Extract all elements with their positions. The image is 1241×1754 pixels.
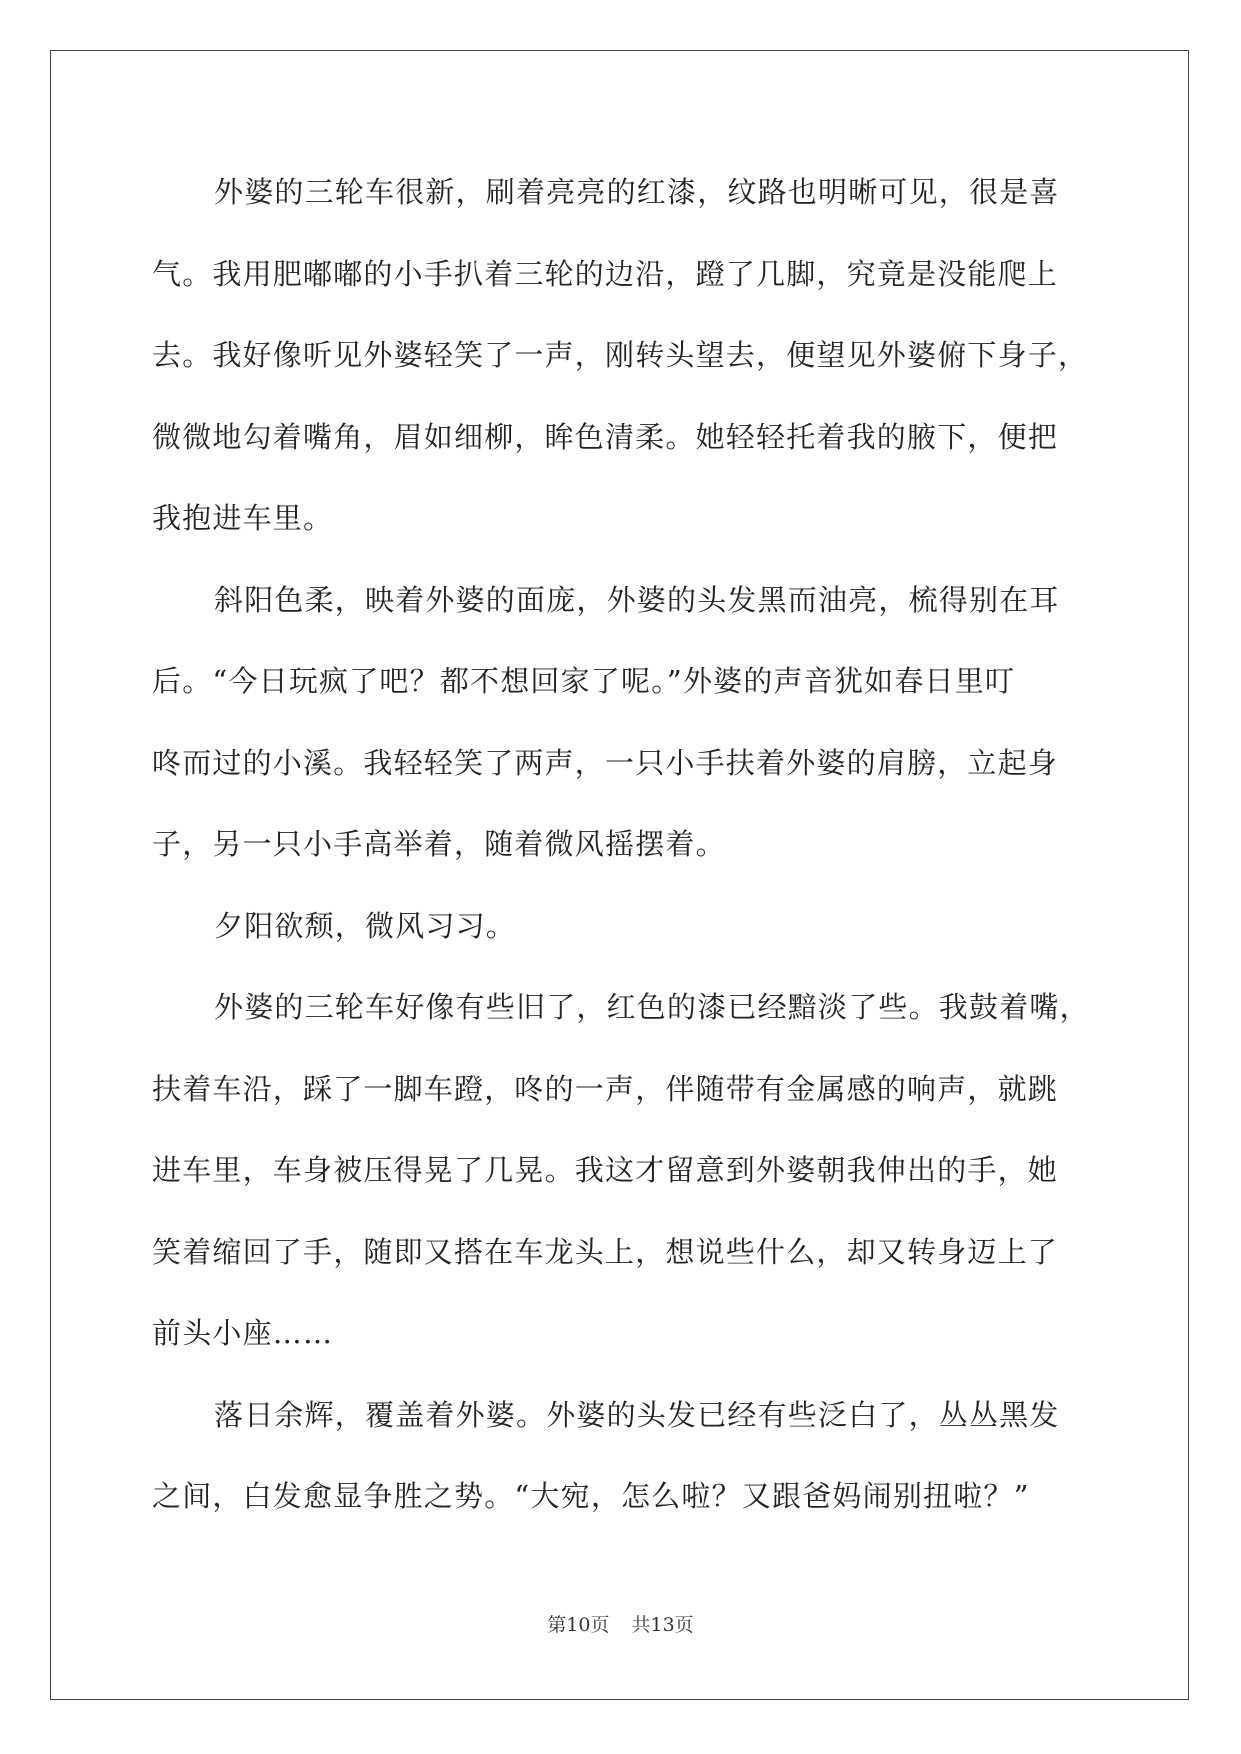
document-body	[152, 152, 1092, 1538]
text-line: 后。“今日玩疯了吧？都不想回家了呢。”外婆的声音犹如春日里叮	[152, 664, 1016, 698]
text-line: 我抱进车里。	[152, 501, 334, 535]
total-page-count: 共13页	[631, 1614, 694, 1636]
text-line: 夕阳欲颓，微风习习。	[214, 908, 517, 943]
text-line: 进车里，车身被压得晃了几晃。我这才留意到外婆朝我伸出的手，她	[152, 1153, 1059, 1187]
text-line: 斜阳色柔，映着外婆的面庞，外婆的头发黑而油亮，梳得别在耳	[214, 582, 1060, 617]
page-footer	[0, 1610, 1241, 1637]
text-line: 外婆的三轮车好像有些旧了，红色的漆已经黯淡了些。我鼓着嘴，	[214, 990, 1090, 1024]
text-line: 扶着车沿，踩了一脚车蹬，咚的一声，伴随带有金属感的响声，就跳	[152, 1071, 1059, 1106]
text-line: 笑着缩回了手，随即又搭在车龙头上，想说些什么，却又转身迈上了	[152, 1234, 1059, 1269]
text-line: 子，另一只小手高举着，随着微风摇摆着。	[152, 827, 726, 861]
text-line: 微微地勾着嘴角，眉如细柳，眸色清柔。她轻轻托着我的腋下，便把	[152, 419, 1059, 454]
text-line: 咚而过的小溪。我轻轻笑了两声，一只小手扶着外婆的肩膀，立起身	[152, 745, 1059, 780]
text-line: 前头小座……	[152, 1316, 334, 1350]
text-line: 之间，白发愈显争胜之势。“大宛，怎么啦？又跟爸妈闹别扭啦？”	[152, 1479, 1030, 1513]
text-line: 去。我好像听见外婆轻笑了一声，刚转头望去，便望见外婆俯下身子，	[152, 338, 1089, 372]
text-line: 气。我用肥嘟嘟的小手扒着三轮的边沿，蹬了几脚，究竟是没能爬上	[152, 256, 1059, 291]
text-line: 外婆的三轮车很新，刷着亮亮的红漆，纹路也明晰可见，很是喜	[214, 175, 1060, 209]
text-line: 落日余辉，覆盖着外婆。外婆的头发已经有些泛白了，丛丛黑发	[214, 1397, 1060, 1432]
current-page-number: 第10页	[547, 1614, 610, 1636]
